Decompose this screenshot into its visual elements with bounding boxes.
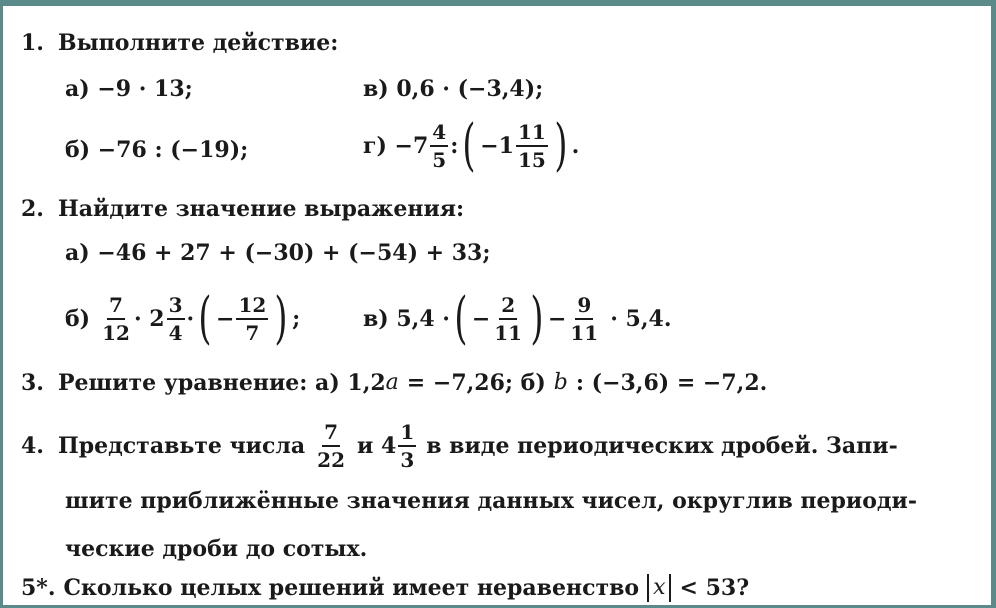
- task-2b: [65, 285, 301, 351]
- variable: b: [553, 370, 568, 395]
- task-text: и 4: [357, 433, 397, 459]
- task-text: Сколько целых решений имеет неравенство: [63, 575, 640, 601]
- punctuation: .: [571, 133, 580, 159]
- task-title: Выполните действие:: [57, 30, 339, 56]
- fraction: $\frac{7}{12}$: [102, 293, 130, 345]
- task-text: < 53?: [679, 575, 750, 601]
- fraction: $\frac{12}{7}$: [238, 293, 267, 345]
- task-item-text: в) 5,4 ·: [363, 306, 450, 332]
- task-number: 2.: [21, 196, 44, 222]
- paren-close: ): [274, 285, 288, 351]
- fraction: $\frac{1}{3}$: [400, 420, 415, 472]
- task-3: [21, 372, 767, 394]
- absolute-value: [647, 574, 671, 602]
- task-2v: [363, 285, 672, 351]
- operator: ·: [186, 306, 195, 332]
- task-number: 3.: [21, 370, 44, 396]
- task-text: : (−3,6) = −7,2.: [575, 370, 768, 396]
- task-number: 1.: [21, 30, 44, 56]
- task-4-line-1: [21, 418, 898, 474]
- task-item-text: −1: [480, 133, 514, 159]
- task-text: ческие дроби до сотых.: [65, 536, 368, 562]
- task-text: = −7,26; б): [406, 370, 546, 396]
- task-1a: [65, 78, 193, 100]
- task-2a: [65, 242, 490, 264]
- operator: −: [547, 306, 567, 332]
- operator: −: [471, 306, 491, 332]
- task-text: Представьте числа: [57, 433, 306, 459]
- task-item-text: г) −7: [363, 133, 429, 159]
- fraction: $\frac{9}{11}$: [570, 293, 599, 345]
- task-item-text: б): [65, 306, 91, 332]
- task-item-text: · 5,4.: [610, 306, 672, 332]
- fraction: $\frac{3}{4}$: [168, 293, 183, 345]
- task-text: шите приближённые значения данных чисел, округлив периоди-: [65, 488, 917, 514]
- task-1-header: [21, 32, 338, 54]
- task-text: в виде периодических дробей. Запи-: [426, 433, 898, 459]
- paren-open: (: [462, 112, 476, 178]
- task-text: Решите уравнение: а) 1,2: [57, 370, 386, 396]
- fraction: $\frac{4}{5}$: [432, 120, 447, 172]
- fraction: $\frac{11}{15}$: [517, 120, 546, 172]
- paren-close: ): [554, 112, 568, 178]
- task-item-text: а) −46 + 27 + (−30) + (−54) + 33;: [65, 240, 491, 266]
- operator: −: [216, 306, 235, 332]
- punctuation: ;: [292, 306, 301, 332]
- paren-open: (: [198, 285, 212, 351]
- paren-close: ): [530, 285, 544, 351]
- task-number: 5*.: [21, 575, 56, 601]
- fraction: $\frac{7}{22}$: [317, 420, 346, 472]
- task-4-line-2: [65, 490, 917, 512]
- task-4-line-3: [65, 538, 367, 560]
- task-title: Найдите значение выражения:: [57, 196, 465, 222]
- task-1v: [363, 78, 543, 100]
- task-5: [21, 574, 749, 602]
- paren-open: (: [454, 285, 468, 351]
- task-item-text: в) 0,6 · (−3,4);: [363, 76, 544, 102]
- variable: a: [385, 370, 399, 395]
- task-item-text: а) −9 · 13;: [65, 76, 193, 102]
- task-item-text: б) −76 : (−19);: [65, 137, 249, 163]
- operator: :: [450, 133, 459, 159]
- task-2-header: [21, 198, 464, 220]
- variable: x: [653, 575, 666, 600]
- task-1b: [65, 139, 248, 161]
- fraction: $\frac{2}{11}$: [494, 293, 523, 345]
- task-1g: [363, 112, 580, 178]
- task-number: 4.: [21, 433, 44, 459]
- operator: · 2: [133, 306, 165, 332]
